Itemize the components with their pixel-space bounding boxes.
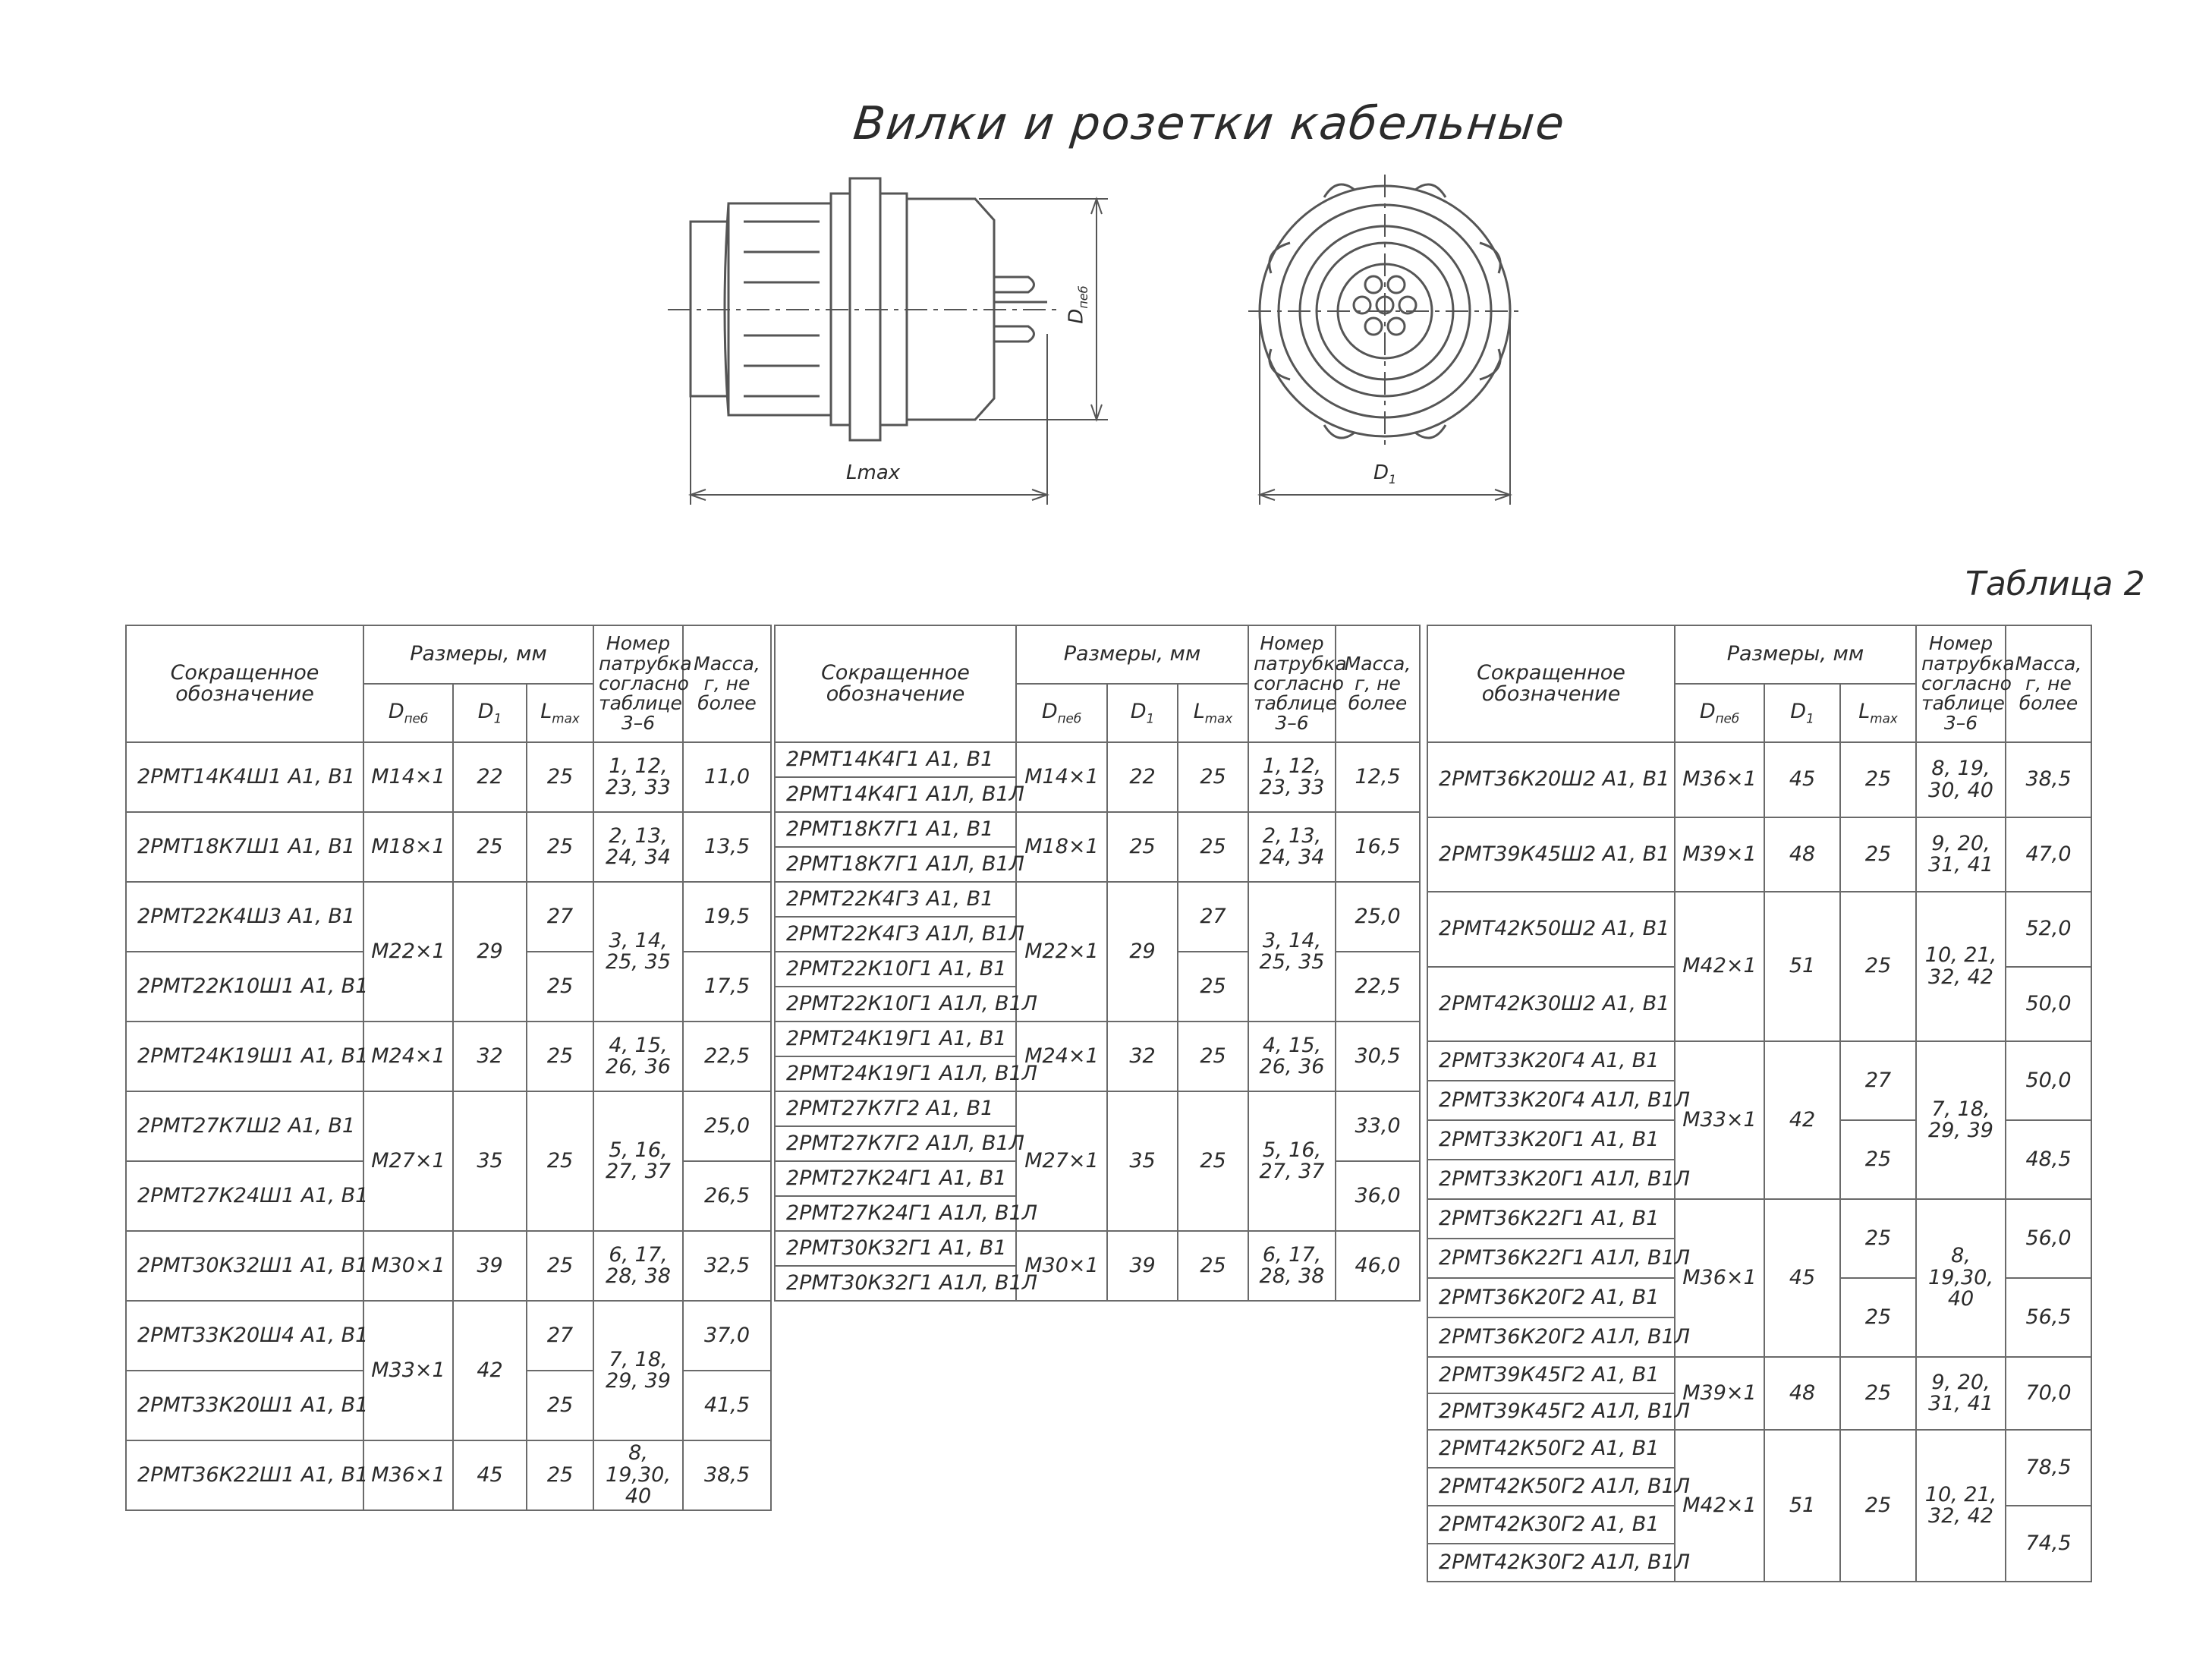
cell-lmax: 25 [1840,1199,1916,1278]
connector-drawing [0,0,2212,577]
header-d1: $D_1$ [1107,684,1178,742]
cell-mass: 74,5 [2006,1506,2091,1582]
cell-designation: 2РМТ39К45Г2 А1Л, В1Л [1427,1393,1675,1430]
cell-lmax: 25 [1178,1022,1248,1091]
cell-d1: 48 [1764,1357,1840,1430]
table-row [775,1022,1420,1056]
cell-designation: 2РМТ22К10Г1 А1, В1 [775,952,1016,987]
header-lmax: $L_{max}$ [1840,684,1916,742]
cell-mass: 52,0 [2006,892,2091,967]
cell-designation: 2РМТ22К10Г1 А1Л, В1Л [775,987,1016,1022]
header-d1: $D_1$ [453,684,527,742]
cell-nozzle: 7, 18, 29, 39 [1916,1041,2006,1199]
cell-mass: 78,5 [2006,1430,2091,1506]
cell-lmax: 25 [527,1022,593,1091]
cell-d-thread: М30×1 [1016,1231,1107,1301]
cell-nozzle: 6, 17, 28, 38 [593,1231,683,1301]
cell-d1: 22 [1107,742,1178,812]
cell-designation: 2РМТ22К4Г3 А1, В1 [775,882,1016,917]
table-row [126,882,771,952]
cell-mass: 22,5 [1336,952,1420,1022]
cell-designation: 2РМТ22К10Ш1 А1, В1 [126,952,363,1022]
table-sockets [774,625,1421,1302]
header-mass: Масса, г, не более [1336,625,1420,742]
cell-designation: 2РМТ27К24Ш1 А1, В1 [126,1161,363,1231]
cell-lmax: 25 [1840,817,1916,892]
table-row [775,1091,1420,1126]
cell-mass: 25,0 [1336,882,1420,952]
cell-d-thread: М33×1 [1675,1041,1764,1199]
table-row [1427,1041,2091,1081]
cell-designation: 2РМТ24К19Ш1 А1, В1 [126,1022,363,1091]
cell-designation: 2РМТ36К20Ш2 А1, В1 [1427,742,1675,817]
cell-designation: 2РМТ36К22Г1 А1, В1 [1427,1199,1675,1239]
header-nozzle: Номер патрубка согласно таблице 3–6 [1248,625,1336,742]
cell-d1: 51 [1764,892,1840,1041]
cell-mass: 50,0 [2006,967,2091,1041]
cell-d1: 42 [1764,1041,1840,1199]
cell-mass: 41,5 [683,1371,771,1440]
cell-lmax: 25 [527,952,593,1022]
cell-d-thread: М39×1 [1675,817,1764,892]
header-designation: Сокращенное обозначение [1427,625,1675,742]
header-designation: Сокращенное обозначение [775,625,1016,742]
header-nozzle: Номер патрубка согласно таблице 3–6 [1916,625,2006,742]
table-row [1427,1199,2091,1239]
dimension-label-lmax: Lmax [846,461,901,484]
header-lmax: $L_{max}$ [527,684,593,742]
cell-designation: 2РМТ18К7Ш1 А1, В1 [126,812,363,882]
cell-designation: 2РМТ42К50Г2 А1Л, В1Л [1427,1468,1675,1506]
dimension-label-d1: $D_1$ [1373,461,1397,487]
cell-designation: 2РМТ14К4Г1 А1Л, В1Л [775,777,1016,812]
cell-nozzle: 8, 19,30, 40 [1916,1199,2006,1357]
header-dimensions: Размеры, мм [363,625,593,684]
cell-mass: 19,5 [683,882,771,952]
header-d1: $D_1$ [1764,684,1840,742]
header-mass: Масса, г, не более [683,625,771,742]
cell-lmax: 27 [1840,1041,1916,1120]
cell-nozzle: 1, 12, 23, 33 [593,742,683,812]
cell-designation: 2РМТ36К22Ш1 А1, В1 [126,1440,363,1510]
cell-nozzle: 2, 13, 24, 34 [1248,812,1336,882]
table-plugs [125,625,772,1511]
cell-lmax: 25 [1178,742,1248,812]
cell-d1: 25 [453,812,527,882]
cell-d-thread: М24×1 [1016,1022,1107,1091]
cell-lmax: 25 [1840,1120,1916,1199]
cell-d-thread: М22×1 [363,882,453,1022]
cell-lmax: 25 [1840,742,1916,817]
cell-nozzle: 9, 20, 31, 41 [1916,817,2006,892]
cell-mass: 56,0 [2006,1199,2091,1278]
table-row [1427,742,2091,817]
cell-lmax: 25 [527,1440,593,1510]
cell-lmax: 25 [527,812,593,882]
header-d-thread: $D_{пеб}$ [1016,684,1107,742]
cell-mass: 38,5 [2006,742,2091,817]
header-lmax: $L_{max}$ [1178,684,1248,742]
cell-d1: 39 [1107,1231,1178,1301]
cell-d-thread: М27×1 [1016,1091,1107,1231]
cell-d-thread: М33×1 [363,1301,453,1440]
cell-designation: 2РМТ33К20Г4 А1, В1 [1427,1041,1675,1081]
cell-d1: 39 [453,1231,527,1301]
cell-lmax: 25 [1178,1231,1248,1301]
cell-d-thread: М42×1 [1675,1430,1764,1582]
cell-lmax: 25 [527,742,593,812]
cell-mass: 33,0 [1336,1091,1420,1161]
table-row [775,882,1420,917]
table-row [126,1231,771,1301]
cell-d-thread: М14×1 [363,742,453,812]
table-row [775,1231,1420,1266]
cell-nozzle: 1, 12, 23, 33 [1248,742,1336,812]
cell-d-thread: М27×1 [363,1091,453,1231]
cell-mass: 56,5 [2006,1278,2091,1357]
cell-lmax: 25 [1178,812,1248,882]
cell-mass: 12,5 [1336,742,1420,812]
cell-lmax: 27 [1178,882,1248,952]
cell-designation: 2РМТ39К45Ш2 А1, В1 [1427,817,1675,892]
table-row [1427,892,2091,967]
cell-d-thread: М39×1 [1675,1357,1764,1430]
cell-mass: 17,5 [683,952,771,1022]
cell-d1: 22 [453,742,527,812]
cell-mass: 22,5 [683,1022,771,1091]
cell-lmax: 25 [527,1371,593,1440]
cell-d1: 35 [1107,1091,1178,1231]
cell-d1: 45 [453,1440,527,1510]
table-row [1427,1357,2091,1393]
cell-nozzle: 4, 15, 26, 36 [593,1022,683,1091]
cell-d1: 35 [453,1091,527,1231]
cell-designation: 2РМТ36К22Г1 А1Л, В1Л [1427,1239,1675,1278]
cell-mass: 25,0 [683,1091,771,1161]
cell-nozzle: 7, 18, 29, 39 [593,1301,683,1440]
cell-designation: 2РМТ14К4Г1 А1, В1 [775,742,1016,777]
cell-designation: 2РМТ42К50Ш2 А1, В1 [1427,892,1675,967]
cell-mass: 50,0 [2006,1041,2091,1120]
page-title: Вилки и розетки кабельные [851,97,1569,150]
cell-designation: 2РМТ36К20Г2 А1, В1 [1427,1278,1675,1317]
cell-nozzle: 4, 15, 26, 36 [1248,1022,1336,1091]
cell-designation: 2РМТ42К50Г2 А1, В1 [1427,1430,1675,1468]
cell-lmax: 25 [1840,1430,1916,1582]
dimension-label-dthread: $D_{пеб}$ [1065,285,1090,324]
cell-mass: 48,5 [2006,1120,2091,1199]
cell-mass: 46,0 [1336,1231,1420,1301]
cell-nozzle: 8, 19,30, 40 [593,1440,683,1510]
cell-d-thread: М36×1 [1675,742,1764,817]
cell-d1: 45 [1764,1199,1840,1357]
cell-designation: 2РМТ30К32Г1 А1, В1 [775,1231,1016,1266]
cell-d1: 45 [1764,742,1840,817]
cell-mass: 37,0 [683,1301,771,1371]
cell-designation: 2РМТ33К20Г4 А1Л, В1Л [1427,1081,1675,1120]
cell-mass: 47,0 [2006,817,2091,892]
cell-d-thread: М18×1 [363,812,453,882]
cell-d1: 48 [1764,817,1840,892]
cell-d1: 32 [453,1022,527,1091]
table-row [126,1440,771,1510]
cell-mass: 26,5 [683,1161,771,1231]
cell-lmax: 25 [527,1091,593,1231]
cell-d1: 29 [453,882,527,1022]
cell-designation: 2РМТ27К7Г2 А1, В1 [775,1091,1016,1126]
cell-designation: 2РМТ27К24Г1 А1Л, В1Л [775,1196,1016,1231]
table-row [126,1022,771,1091]
header-dimensions: Размеры, мм [1675,625,1916,684]
cell-d-thread: М42×1 [1675,892,1764,1041]
cell-designation: 2РМТ33К20Г1 А1Л, В1Л [1427,1160,1675,1199]
table-row [775,742,1420,777]
cell-mass: 13,5 [683,812,771,882]
cell-d1: 42 [453,1301,527,1440]
cell-d1: 51 [1764,1430,1840,1582]
cell-d1: 25 [1107,812,1178,882]
cell-mass: 30,5 [1336,1022,1420,1091]
header-mass: Масса, г, не более [2006,625,2091,742]
cell-nozzle: 9, 20, 31, 41 [1916,1357,2006,1430]
cell-mass: 70,0 [2006,1357,2091,1430]
table-row [1427,817,2091,892]
cell-designation: 2РМТ24К19Г1 А1, В1 [775,1022,1016,1056]
cell-mass: 36,0 [1336,1161,1420,1231]
cell-lmax: 25 [1840,1357,1916,1430]
table-caption: Таблица 2 [1965,565,2145,603]
cell-designation: 2РМТ24К19Г1 А1Л, В1Л [775,1056,1016,1091]
cell-designation: 2РМТ42К30Г2 А1, В1 [1427,1506,1675,1544]
table-mixed [1427,625,2092,1582]
cell-designation: 2РМТ39К45Г2 А1, В1 [1427,1357,1675,1393]
cell-d1: 32 [1107,1022,1178,1091]
cell-nozzle: 10, 21, 32, 42 [1916,1430,2006,1582]
header-nozzle: Номер патрубка согласно таблице 3–6 [593,625,683,742]
cell-d-thread: М18×1 [1016,812,1107,882]
cell-designation: 2РМТ22К4Ш3 А1, В1 [126,882,363,952]
cell-nozzle: 5, 16, 27, 37 [593,1091,683,1231]
cell-designation: 2РМТ30К32Г1 А1Л, В1Л [775,1266,1016,1301]
table-row [126,1301,771,1371]
header-dimensions: Размеры, мм [1016,625,1248,684]
cell-designation: 2РМТ22К4Г3 А1Л, В1Л [775,917,1016,952]
table-row [126,1091,771,1161]
cell-nozzle: 10, 21, 32, 42 [1916,892,2006,1041]
cell-lmax: 25 [1178,1091,1248,1231]
cell-designation: 2РМТ14К4Ш1 А1, В1 [126,742,363,812]
table-row [1427,1430,2091,1468]
cell-mass: 11,0 [683,742,771,812]
cell-designation: 2РМТ42К30Г2 А1Л, В1Л [1427,1544,1675,1582]
cell-lmax: 25 [1178,952,1248,1022]
cell-mass: 16,5 [1336,812,1420,882]
cell-designation: 2РМТ33К20Г1 А1, В1 [1427,1120,1675,1160]
table-row [126,812,771,882]
cell-nozzle: 8, 19, 30, 40 [1916,742,2006,817]
cell-designation: 2РМТ18К7Г1 А1Л, В1Л [775,847,1016,882]
cell-designation: 2РМТ27К7Ш2 А1, В1 [126,1091,363,1161]
cell-d-thread: М24×1 [363,1022,453,1091]
table-row [775,812,1420,847]
cell-lmax: 25 [527,1231,593,1301]
cell-designation: 2РМТ36К20Г2 А1Л, В1Л [1427,1317,1675,1357]
header-designation: Сокращенное обозначение [126,625,363,742]
cell-d-thread: М14×1 [1016,742,1107,812]
cell-nozzle: 3, 14, 25, 35 [593,882,683,1022]
cell-designation: 2РМТ27К7Г2 А1Л, В1Л [775,1126,1016,1161]
cell-designation: 2РМТ42К30Ш2 А1, В1 [1427,967,1675,1041]
cell-d-thread: М36×1 [1675,1199,1764,1357]
header-d-thread: $D_{пеб}$ [363,684,453,742]
cell-designation: 2РМТ30К32Ш1 А1, В1 [126,1231,363,1301]
cell-designation: 2РМТ33К20Ш1 А1, В1 [126,1371,363,1440]
cell-lmax: 25 [1840,1278,1916,1357]
cell-nozzle: 5, 16, 27, 37 [1248,1091,1336,1231]
cell-mass: 38,5 [683,1440,771,1510]
cell-designation: 2РМТ33К20Ш4 А1, В1 [126,1301,363,1371]
cell-lmax: 27 [527,882,593,952]
cell-d-thread: М22×1 [1016,882,1107,1022]
cell-designation: 2РМТ27К24Г1 А1, В1 [775,1161,1016,1196]
cell-designation: 2РМТ18К7Г1 А1, В1 [775,812,1016,847]
cell-nozzle: 6, 17, 28, 38 [1248,1231,1336,1301]
table-row [126,742,771,812]
cell-d1: 29 [1107,882,1178,1022]
cell-lmax: 25 [1840,892,1916,1041]
cell-nozzle: 2, 13, 24, 34 [593,812,683,882]
cell-d-thread: М30×1 [363,1231,453,1301]
header-d-thread: $D_{пеб}$ [1675,684,1764,742]
cell-mass: 32,5 [683,1231,771,1301]
cell-lmax: 27 [527,1301,593,1371]
cell-nozzle: 3, 14, 25, 35 [1248,882,1336,1022]
cell-d-thread: М36×1 [363,1440,453,1510]
